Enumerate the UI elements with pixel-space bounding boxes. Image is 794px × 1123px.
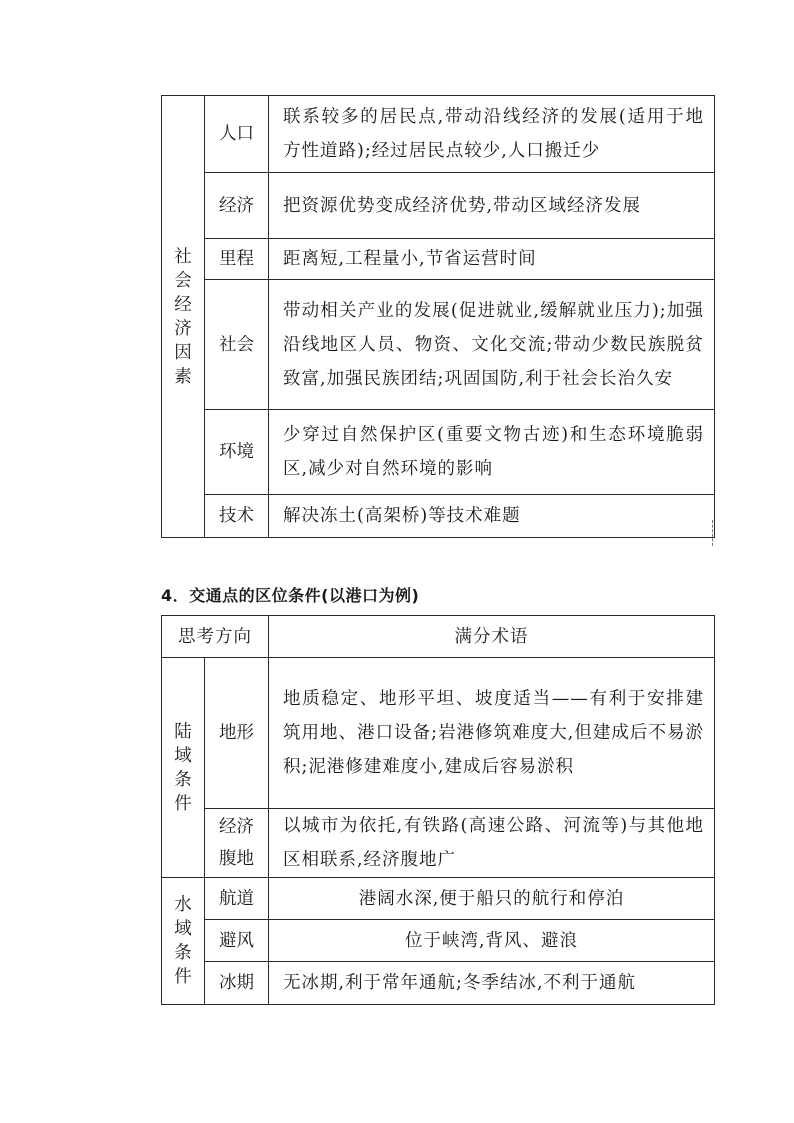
description-cell: 地质稳定、地形平坦、坡度适当——有利于安排建筑用地、港口设备;岩港修筑难度大,但建成后不易淤积;泥港修建难度小,建成后容易淤积 xyxy=(269,658,715,809)
category-label: 水域条件 xyxy=(174,895,192,987)
page-divider xyxy=(712,520,714,546)
description-cell: 带动相关产业的发展(促进就业,缓解就业压力);加强沿线地区人员、物资、文化交流;带动少数民族脱贫致富,加强民族团结;巩固国防,利于社会长治久安 xyxy=(269,280,715,410)
description-cell: 港阔水深,便于船只的航行和停泊 xyxy=(269,878,715,920)
table-row xyxy=(162,410,715,495)
factor-cell: 避风 xyxy=(205,920,269,962)
description-cell: 把资源优势变成经济优势,带动区域经济发展 xyxy=(269,173,715,239)
header-direction: 思考方向 xyxy=(162,616,269,658)
factor-cell: 环境 xyxy=(205,410,269,495)
category-cell xyxy=(162,658,205,878)
factor-cell: 技术 xyxy=(205,495,269,538)
factor-cell: 里程 xyxy=(205,239,269,280)
table-row xyxy=(162,920,715,962)
port-location-table xyxy=(161,615,715,1005)
table-row xyxy=(162,239,715,280)
factor-label: 经济腹地 xyxy=(219,817,254,869)
table-row xyxy=(162,495,715,538)
header-terms: 满分术语 xyxy=(269,616,715,658)
section-heading: 4．交通点的区位条件(以港口为例) xyxy=(161,586,420,605)
description-cell: 位于峡湾,背风、避浪 xyxy=(269,920,715,962)
description-cell: 联系较多的居民点,带动沿线经济的发展(适用于地方性道路);经过居民点较少,人口搬迁少 xyxy=(269,96,715,173)
category-label: 社会经济因素 xyxy=(174,246,192,387)
factor-cell: 冰期 xyxy=(205,962,269,1005)
factor-cell xyxy=(205,809,269,878)
table-row xyxy=(162,173,715,239)
factor-cell: 航道 xyxy=(205,878,269,920)
table-row xyxy=(162,658,715,809)
factor-cell: 社会 xyxy=(205,280,269,410)
description-cell: 少穿过自然保护区(重要文物古迹)和生态环境脆弱区,减少对自然环境的影响 xyxy=(269,410,715,495)
category-cell xyxy=(162,878,205,1005)
description-cell: 距离短,工程量小,节省运营时间 xyxy=(269,239,715,280)
description-cell: 无冰期,利于常年通航;冬季结冰,不利于通航 xyxy=(269,962,715,1005)
category-cell xyxy=(162,96,205,538)
table-header-row xyxy=(162,616,715,658)
category-label: 陆域条件 xyxy=(174,721,192,814)
description-cell: 解决冻土(高架桥)等技术难题 xyxy=(269,495,715,538)
description-cell: 以城市为依托,有铁路(高速公路、河流等)与其他地区相联系,经济腹地广 xyxy=(269,809,715,878)
socioeconomic-factors-table xyxy=(161,95,715,538)
table-row xyxy=(162,809,715,878)
factor-cell: 人口 xyxy=(205,96,269,173)
factor-cell: 地形 xyxy=(205,658,269,809)
table-row xyxy=(162,280,715,410)
table-row xyxy=(162,878,715,920)
factor-cell: 经济 xyxy=(205,173,269,239)
table-row xyxy=(162,962,715,1005)
table-row xyxy=(162,96,715,173)
